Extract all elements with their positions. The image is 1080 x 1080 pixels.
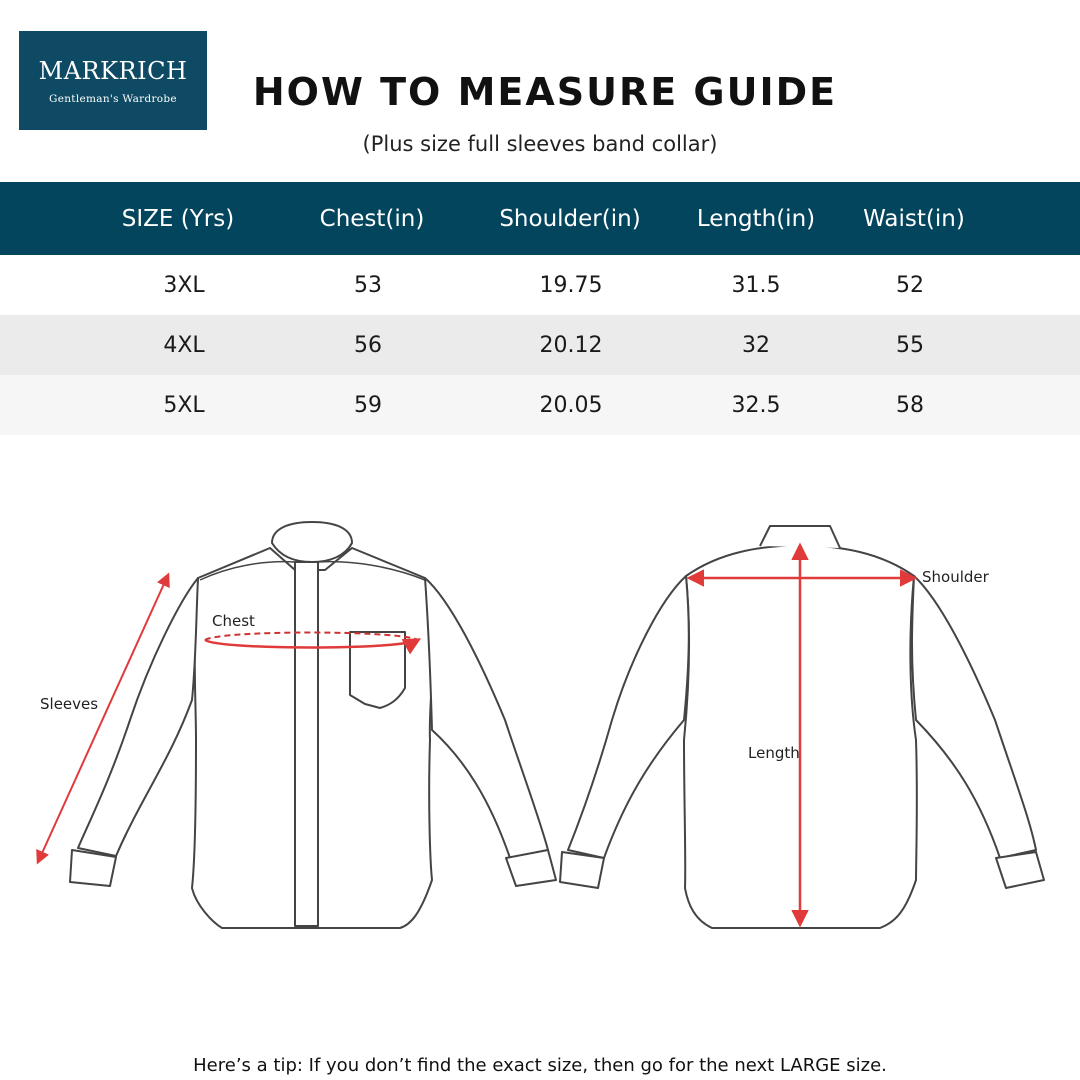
cell-size: 5XL (163, 392, 205, 418)
cell-chest: 53 (354, 272, 382, 298)
brand-tagline: Gentleman's Wardrobe (49, 93, 177, 105)
measure-diagram (0, 500, 1080, 940)
header-waist: Waist(in) (863, 205, 965, 232)
header-size: SIZE (Yrs) (121, 205, 235, 232)
size-table (0, 182, 1080, 435)
page-title: HOW TO MEASURE GUIDE (252, 70, 838, 114)
cell-waist: 52 (896, 272, 924, 298)
cell-length: 31.5 (731, 272, 781, 298)
brand-name: MARKRICH (38, 57, 188, 85)
length-label: Length (748, 744, 800, 762)
page-subtitle: (Plus size full sleeves band collar) (362, 132, 718, 156)
back-shirt-outline (560, 526, 1044, 928)
cell-size: 3XL (163, 272, 205, 298)
cell-length: 32 (742, 332, 770, 358)
sleeves-label: Sleeves (40, 695, 99, 713)
header-chest: Chest(in) (319, 205, 425, 232)
header-shoulder: Shoulder(in) (499, 205, 641, 232)
shoulder-label: Shoulder (922, 568, 989, 586)
cell-size: 4XL (163, 332, 205, 358)
table-header-row (0, 182, 1080, 255)
cell-shoulder: 19.75 (539, 272, 603, 298)
cell-length: 32.5 (731, 392, 781, 418)
cell-waist: 58 (896, 392, 924, 418)
header-length: Length(in) (696, 205, 816, 232)
cell-waist: 55 (896, 332, 924, 358)
cell-chest: 56 (354, 332, 382, 358)
table-row (0, 375, 1080, 435)
table-row (0, 255, 1080, 315)
front-shirt-outline (70, 522, 556, 928)
cell-shoulder: 20.05 (539, 392, 603, 418)
table-row (0, 315, 1080, 375)
cell-chest: 59 (354, 392, 382, 418)
size-tip: Here’s a tip: If you don’t find the exact size, then go for the next LARGE size. (193, 1055, 887, 1076)
cell-shoulder: 20.12 (539, 332, 603, 358)
chest-label: Chest (212, 612, 255, 630)
